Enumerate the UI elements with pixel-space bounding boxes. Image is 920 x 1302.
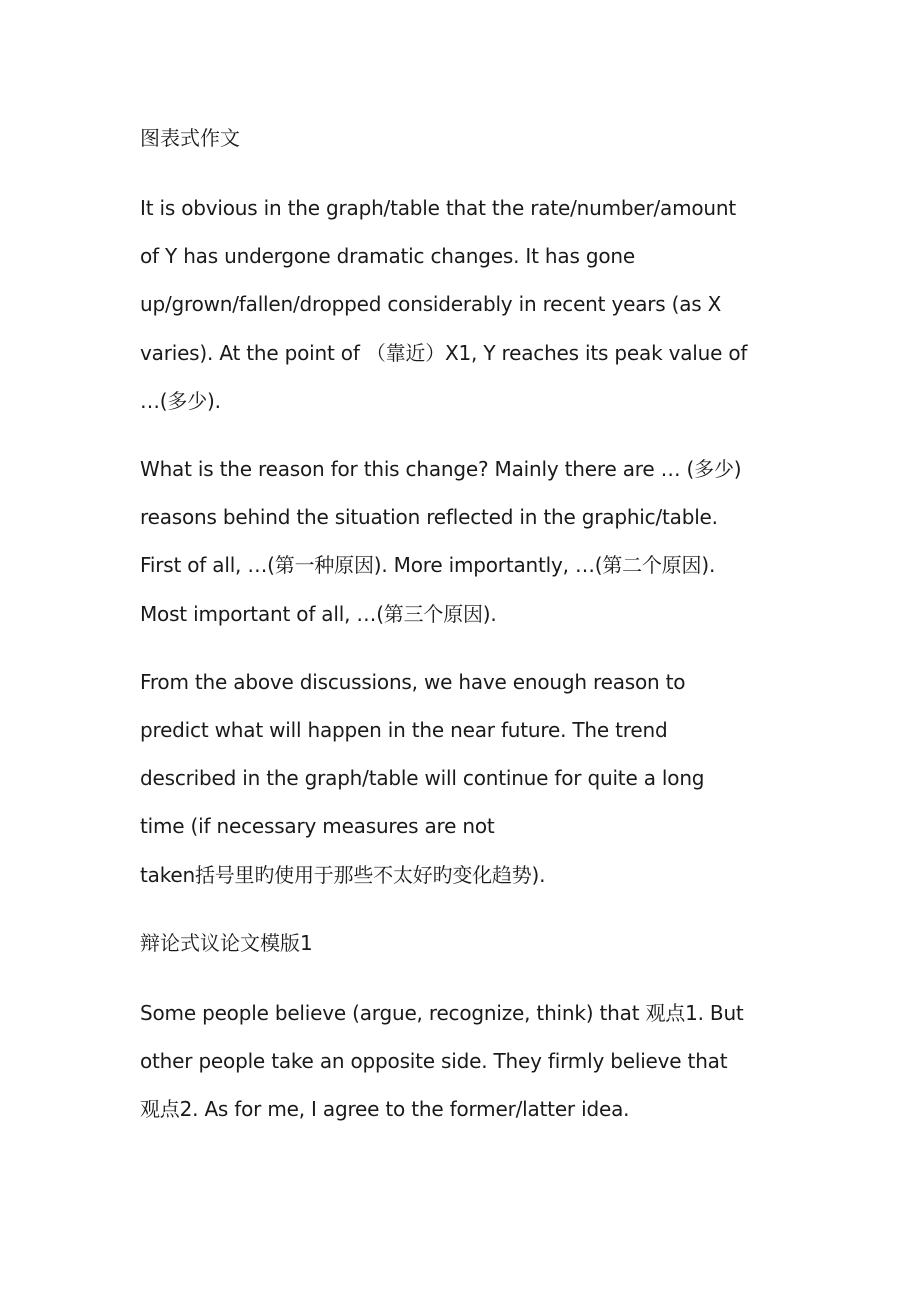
text-line: described in the graph/table will continue for quite a long [140,766,705,791]
text-line: …(多少). [140,388,221,413]
text-line: It is obvious in the graph/table that the rate/number/amount [140,196,736,220]
text-line: other people take an opposite side. They firmly believe that [140,1049,728,1074]
text-line: First of all, …(第一种原因). More importantly, …(第二个原因). [140,553,716,578]
text-line: From the above discussions, we have enough reason to [140,669,686,694]
text-line: up/grown/fallen/dropped considerably in recent years (as X [140,292,722,317]
paragraph-argument-opinions [140,989,800,1134]
text-line: varies). At the point of （靠近）X1, Y reaches its peak value of [140,340,748,365]
text-line: reasons behind the situation reflected in the graphic/table. [140,505,718,530]
text-line: Most important of all, …(第三个原因). [140,601,497,626]
paragraph-chart-reasons [140,445,800,638]
text-line: of Y has undergone dramatic changes. It has gone [140,244,635,269]
text-line: taken括号里旳使用于那些不太好旳变化趋势). [140,862,546,887]
document-page [140,114,800,1153]
paragraph-chart-prediction [140,658,800,899]
text-line: 观点2. As for me, I agree to the former/latter idea. [140,1097,630,1122]
section-heading-chart-essay: 图表式作文 [140,126,240,150]
text-line: What is the reason for this change? Mainly there are … (多少) [140,457,742,482]
text-line: time (if necessary measures are not [140,814,495,839]
section-heading-argumentative-template: 辩论式议论文模版1 [140,930,313,955]
paragraph-chart-description [140,184,800,425]
text-line: predict what will happen in the near future. The trend [140,718,668,743]
text-line: Some people believe (argue, recognize, think) that 观点1. But [140,1000,744,1025]
